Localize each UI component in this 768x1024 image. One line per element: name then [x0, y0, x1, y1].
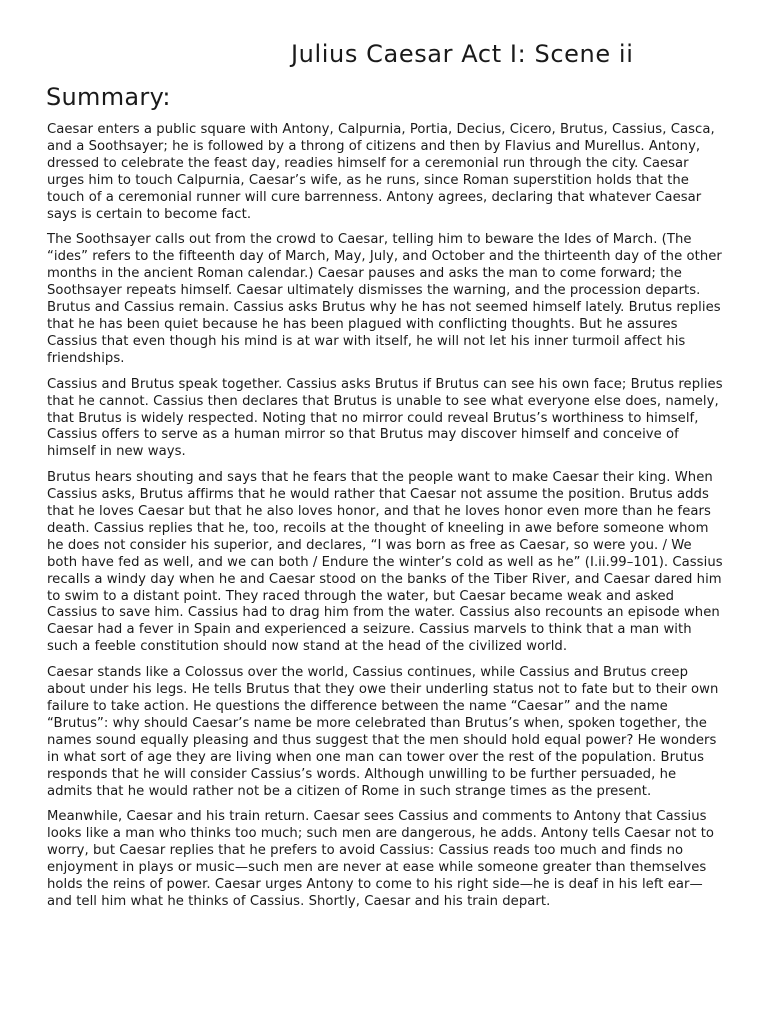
summary-paragraph: Caesar enters a public square with Antony, Calpurnia, Portia, Decius, Cicero, Brutus, Cassius, Casca, and a Soothsayer; he is followed by a throng of citizens and then by Flavius and Murellus. Antony, dressed to celebrate the feast day, readies himself for a ceremonial run through the city. Caesar urges him to touch Calpurnia, Caesar’s wife, as he runs, since Roman superstition holds that the touch of a ceremonial runner will cure barrenness. Antony agrees, declaring that whatever Caesar says is certain to become fact. — [47, 122, 715, 222]
summary-paragraph: Brutus hears shouting and says that he fears that the people want to make Caesar their king. When Cassius asks, Brutus affirms that he would rather that Caesar not assume the position. Brutus adds that he loves Caesar but that he also loves honor, and that he loves honor even more than he fears death. Cassius replies that he, too, recoils at the thought of kneeling in awe before someone whom he does not consider his superior, and declares, “I was born as free as Caesar, so were you. / We both have fed as well, and we can both / Endure the winter’s cold as well as he” (I.ii.99–101). Cassius recalls a windy day when he and Caesar stood on the banks of the Tiber River, and Caesar dared him to swim to a distant point. They raced through the water, but Caesar became weak and asked Cassius to save him. Cassius had to drag him from the water. Cassius also recounts an episode when Caesar had a fever in Spain and experienced a seizure. Cassius marvels to think that a man with such a feeble constitution should now stand at the head of the civilized world. — [47, 470, 723, 655]
summary-paragraph: Meanwhile, Caesar and his train return. Caesar sees Cassius and comments to Antony that Cassius looks like a man who thinks too much; such men are dangerous, he adds. Antony tells Caesar not to worry, but Caesar replies that he prefers to avoid Cassius: Cassius reads too much and finds no enjoyment in plays or music—such men are never at ease while someone greater than themselves holds the reins of power. Caesar urges Antony to come to his right side—he is deaf in his left ear—and tell him what he thinks of Cassius. Shortly, Caesar and his train depart. — [47, 809, 715, 909]
summary-paragraph: Caesar stands like a Colossus over the world, Cassius continues, while Cassius and Brutus creep about under his legs. He tells Brutus that they owe their underling status not to fate but to their own failure to take action. He questions the difference between the name “Caesar” and the name “Brutus”: why should Caesar’s name be more celebrated than Brutus’s when, spoken together, the names sound equally pleasing and thus suggest that the men should hold equal power? He wonders in what sort of age they are living when one man can tower over the rest of the population. Brutus responds that he will consider Cassius’s words. Although unwilling to be further persuaded, he admits that he would rather not be a citizen of Rome in such strange times as the present. — [47, 665, 719, 799]
summary-body — [47, 122, 723, 920]
document-title: Julius Caesar Act I: Scene ii — [291, 40, 634, 68]
summary-paragraph: The Soothsayer calls out from the crowd to Caesar, telling him to beware the Ides of March. (The “ides” refers to the fifteenth day of March, May, July, and October and the thirteenth day of the other months in the ancient Roman calendar.) Caesar pauses and asks the man to come forward; the Soothsayer repeats himself. Caesar ultimately dismisses the warning, and the procession departs. Brutus and Cassius remain. Cassius asks Brutus why he has not seemed himself lately. Brutus replies that he has been quiet because he has been plagued with conflicting thoughts. But he assures Cassius that even though his mind is at war with itself, he will not let his inner turmoil affect his friendships. — [47, 232, 722, 366]
summary-heading: Summary: — [46, 83, 171, 111]
summary-paragraph: Cassius and Brutus speak together. Cassius asks Brutus if Brutus can see his own face; Brutus replies that he cannot. Cassius then declares that Brutus is unable to see what everyone else does, namely, that Brutus is widely respected. Noting that no mirror could reveal Brutus’s worthiness to himself, Cassius offers to serve as a human mirror so that Brutus may discover himself and conceive of himself in new ways. — [47, 376, 723, 460]
